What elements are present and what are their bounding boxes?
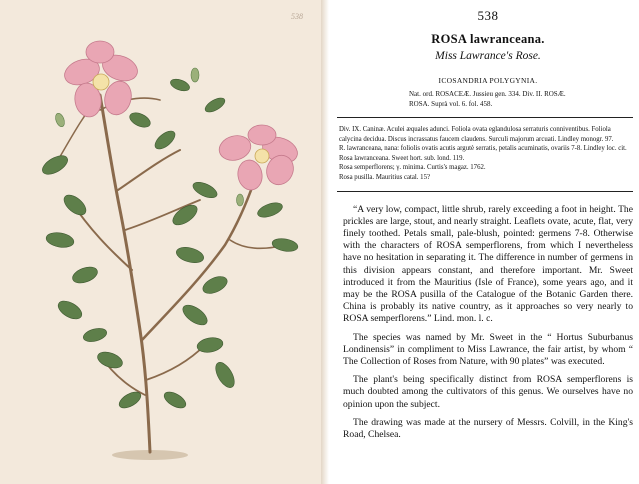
synonym-entry: Rosa lawranceana. Sweet hort. sub. lond. 119.	[339, 154, 465, 162]
natural-order-line: Nat. ord. ROSACEÆ. Jussieu gen. 334. Div. II. ROSÆ.	[409, 90, 566, 98]
description-paragraph: “A very low, compact, little shrub, rarely exceeding a foot in height. The prickles are large, stout, and nearly straight. Leaflets ovate, acute, flat, very finely toothed. Petals small, pale-blush, pointed: germens 7-8. Otherwise with the characters of ROSA semperflorens, from which I nevertheless have no hesitation in separating it. The difference in number of germens in this division appears constant, and therefore important. Mr. Sweet introduced it from the Mauritius (Isle of France), some years ago, and it may be the ROSA pusilla of the Catalogue of the Botanic Garden there. China is probably its native country, as it approaches so very nearly to ROSA semperflorens.” Lind. mon. l. c.	[343, 203, 633, 325]
synonym-entry: Rosa pusilla. Mauritius catal. 15?	[339, 173, 430, 181]
description-text	[343, 204, 633, 442]
common-name: Miss Lawrance's Rose.	[435, 50, 541, 62]
synonym-entry: R. lawranceana, nana: foliolis ovatis acutis argutè serratis, petalis acuminatis, ovariis 7-8. Lindley loc. cit.	[339, 145, 627, 153]
page-number: 538	[477, 8, 499, 23]
description-paragraph: The plant's being specifically distinct from ROSA semperflorens is much doubted among the cultivators of this genus. We ourselves have no opinion upon the subject.	[343, 374, 633, 410]
natural-order	[409, 89, 639, 109]
plate-number: 538	[291, 12, 303, 21]
rose-flower-right	[216, 125, 301, 192]
species-title: ROSA lawranceana.	[431, 32, 545, 46]
divider-rule	[337, 117, 633, 118]
description-paragraph: The species was named by Mr. Sweet in the “ Hortus Suburbanus Londinensis” in compliment to Miss Lawrance, the fair artist, by whom “ The Collection of Roses from Nature, with 90 plates” was executed.	[343, 331, 633, 367]
classification: ICOSANDRIA POLYGYNIA.	[438, 76, 538, 85]
description-paragraph: The drawing was made at the nursery of Messrs. Colvill, in the King's Road, Chelsea.	[343, 416, 633, 441]
synonym-entry: Div. IX. Caninæ. Aculei æquales adunci. Foliola ovata eglandulosa serraturis conniventibus. Foliola calycina decidua. Discus incrassatus faucem claudens. Surculi majorum arcuati. Lindley monogr. 97.	[339, 126, 614, 143]
synonym-entry: Rosa semperflorens; γ. minima. Curtis's magaz. 1762.	[339, 164, 486, 172]
synonymy-block	[339, 125, 633, 183]
natural-order-line: ROSA. Suprà vol. 6. fol. 458.	[409, 100, 493, 108]
page-gutter	[321, 0, 329, 484]
divider-rule	[337, 191, 633, 192]
text-page	[329, 0, 639, 484]
